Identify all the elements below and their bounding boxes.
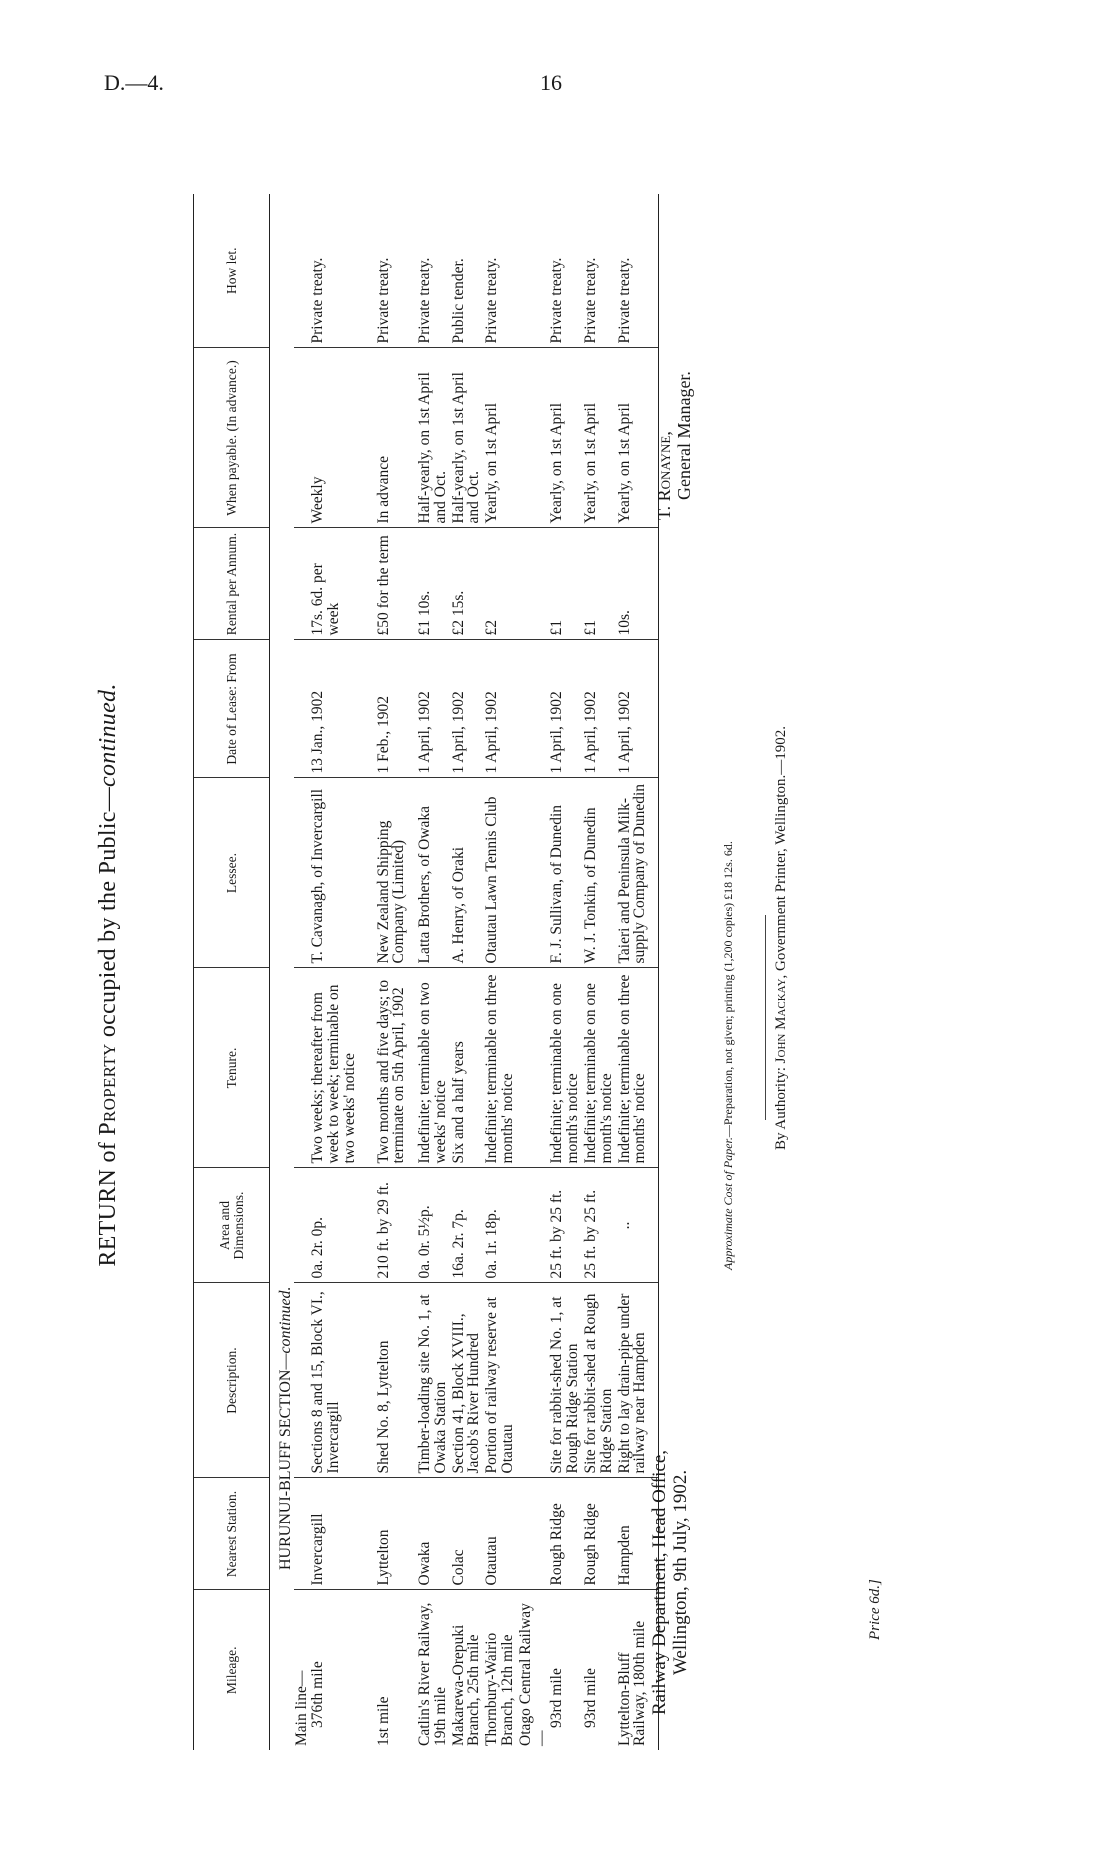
table-row <box>358 194 408 1750</box>
cell-tenure: Six and a half years <box>449 968 483 1168</box>
section-heading: HURUNUI-BLUFF SECTION—continued. <box>277 1286 294 1570</box>
cell-payable: Yearly, on 1st April <box>615 348 659 528</box>
cell-lessee: Otautau Lawn Tennis Club <box>482 778 516 968</box>
cost-note: Approximate Cost of Paper.—Preparation, not given; printing (1,200 copies) £18 12s. 6d. <box>721 841 735 1270</box>
cell-area: 0a. 2r. 0p. <box>310 1168 357 1283</box>
table-row <box>482 194 516 1750</box>
cell-description: Sections 8 and 15, Block VI., Invercargill <box>310 1283 357 1478</box>
cell-tenure: Indefinite; terminable on one month's notice <box>549 968 581 1168</box>
cell-rental <box>294 528 310 640</box>
document-reference: D.—4. <box>104 70 164 95</box>
column-header: Area and Dimensions. <box>194 1168 270 1283</box>
signer-name: T. Ronayne, <box>654 431 674 520</box>
cell-area: 0a. 1r. 18p. <box>482 1168 516 1283</box>
cell-date <box>516 640 550 778</box>
department-address <box>650 1450 692 1715</box>
cell-station: Rough Ridge <box>549 1478 581 1590</box>
cell-mileage: 93rd mile <box>548 1668 566 1728</box>
cell-payable: Yearly, on 1st April <box>549 348 581 528</box>
column-header: Mileage. <box>194 1590 270 1750</box>
cell-lessee: Latta Brothers, of Owaka <box>407 778 449 968</box>
cell-lessee: A. Henry, of Oraki <box>449 778 483 968</box>
section-heading-row <box>270 194 295 1750</box>
cell-lessee: Taieri and Peninsula Milk-supply Company of Dunedin <box>615 778 659 968</box>
cell-rental: 17s. 6d. per week <box>310 528 357 640</box>
cell-rental: £1 <box>581 528 615 640</box>
table-row <box>549 194 581 1750</box>
table-row <box>310 194 357 1750</box>
cell-how-let: Private treaty. <box>310 194 357 348</box>
column-header: Date of Lease: From <box>194 640 270 778</box>
cell-station: Rough Ridge <box>581 1478 615 1590</box>
cell-rental: £2 15s. <box>449 528 483 640</box>
cell-description: Timber-loading site No. 1, at Owaka Station <box>407 1283 449 1478</box>
cell-rental: £50 for the term <box>358 528 408 640</box>
cell-description <box>294 1283 310 1478</box>
cell-tenure: Indefinite; terminable on two weeks' notice <box>407 968 449 1168</box>
cell-description: Section 41, Block XVIII., Jacob's River Hundred <box>449 1283 483 1478</box>
cell-mileage: Otago Central Railway— <box>516 1603 550 1746</box>
signer-title: General Manager. <box>673 371 694 500</box>
cell-how-let: Private treaty. <box>407 194 449 348</box>
printer-authority: By Authority: John Mackay, Government Printer, Wellington.—1902. <box>773 725 789 1150</box>
table-row <box>407 194 449 1750</box>
cell-lessee <box>516 778 550 968</box>
column-header: Nearest Station. <box>194 1478 270 1590</box>
cell-mileage: Catlin's River Railway, 19th mile <box>416 1602 449 1746</box>
cell-area: 16a. 2r. 7p. <box>449 1168 483 1283</box>
table-header-row <box>194 194 270 1750</box>
cell-mileage: 1st mile <box>374 1696 392 1746</box>
cell-payable: Half-yearly, on 1st April and Oct. <box>449 348 483 528</box>
cell-station: Colac <box>449 1478 483 1590</box>
cell-station <box>516 1478 550 1590</box>
cell-station: Lyttelton <box>358 1478 408 1590</box>
cell-date: 1 April, 1902 <box>549 640 581 778</box>
cell-description: Shed No. 8, Lyttelton <box>358 1283 408 1478</box>
cell-how-let: Private treaty. <box>615 194 659 348</box>
cell-station <box>294 1478 310 1590</box>
cell-area: 210 ft. by 29 ft. <box>358 1168 408 1283</box>
cell-mileage: 93rd mile <box>582 1668 600 1728</box>
cell-rental: 10s. <box>615 528 659 640</box>
cell-how-let: Private treaty. <box>358 194 408 348</box>
cell-lessee: W. J. Tonkin, of Dunedin <box>581 778 615 968</box>
cell-tenure: Indefinite; terminable on three months' notice <box>615 968 659 1168</box>
column-header: Tenure. <box>194 968 270 1168</box>
column-header: How let. <box>194 194 270 348</box>
cell-payable <box>516 348 550 528</box>
column-header: Description. <box>194 1283 270 1478</box>
cell-payable: Yearly, on 1st April <box>581 348 615 528</box>
cell-date: 13 Jan., 1902 <box>310 640 357 778</box>
cell-rental: £2 <box>482 528 516 640</box>
cell-area <box>516 1168 550 1283</box>
cell-date: 1 April, 1902 <box>482 640 516 778</box>
cell-tenure: Indefinite; terminable on three months' notice <box>482 968 516 1168</box>
property-table <box>193 194 659 1750</box>
cell-how-let: Private treaty. <box>482 194 516 348</box>
divider <box>765 915 766 1120</box>
table-row <box>294 194 310 1750</box>
cell-lessee: New Zealand Shipping Company (Limited) <box>358 778 408 968</box>
cell-how-let: Public tender. <box>449 194 483 348</box>
table-row <box>581 194 615 1750</box>
cell-rental: £1 10s. <box>407 528 449 640</box>
cell-how-let: Private treaty. <box>581 194 615 348</box>
cell-rental <box>516 528 550 640</box>
cell-station: Hampden <box>615 1478 659 1590</box>
cell-lessee: T. Cavanagh, of Invercargill <box>310 778 357 968</box>
cell-mileage: Main line— <box>293 1670 311 1746</box>
cell-date: 1 April, 1902 <box>615 640 659 778</box>
cell-lessee <box>294 778 310 968</box>
cell-description: Site for rabbit-shed No. 1, at Rough Ridge Station <box>549 1283 581 1478</box>
cell-tenure: Two weeks; thereafter from week to week; terminable on two weeks' notice <box>310 968 357 1168</box>
cell-how-let <box>516 194 550 348</box>
table-row <box>449 194 483 1750</box>
cell-rental: £1 <box>549 528 581 640</box>
cell-area: 25 ft. by 25 ft. <box>549 1168 581 1283</box>
cell-description: Right to lay drain-pipe under railway near Hampden <box>615 1283 659 1478</box>
cell-date: 1 Feb., 1902 <box>358 640 408 778</box>
cell-tenure: Two months and five days; to terminate on 5th April, 1902 <box>358 968 408 1168</box>
cell-station: Invercargill <box>310 1478 357 1590</box>
cell-tenure <box>516 968 550 1168</box>
column-header: Lessee. <box>194 778 270 968</box>
cell-mileage: Thornbury-Wairio Branch, 12th mile <box>483 1632 517 1746</box>
page-number: 16 <box>540 70 562 95</box>
cell-payable: In advance <box>358 348 408 528</box>
cell-area: 0a. 0r. 5½p. <box>407 1168 449 1283</box>
page-title: RETURN of Property occupied by the Public—continued. <box>95 683 121 1267</box>
rotated-page-content <box>85 30 985 1750</box>
cell-tenure <box>294 968 310 1168</box>
cell-date: 1 April, 1902 <box>581 640 615 778</box>
cell-payable <box>294 348 310 528</box>
cell-date: 1 April, 1902 <box>407 640 449 778</box>
cell-payable: Weekly <box>310 348 357 528</box>
cell-how-let: Private treaty. <box>549 194 581 348</box>
department-line: Railway Department, Head Office, <box>649 1449 670 1715</box>
cell-description: Portion of railway reserve at Otautau <box>482 1283 516 1478</box>
cell-description: Site for rabbit-shed at Rough Ridge Station <box>581 1283 615 1478</box>
cell-mileage: 376th mile <box>309 1661 327 1728</box>
cell-description <box>516 1283 550 1478</box>
cell-date: 1 April, 1902 <box>449 640 483 778</box>
cell-how-let <box>294 194 310 348</box>
column-header: When payable. (In advance.) <box>194 348 270 528</box>
cell-payable: Yearly, on 1st April <box>482 348 516 528</box>
cell-mileage: Makarewa-Orepuki Branch, 25th mile <box>449 1624 483 1746</box>
cell-lessee: F. J. Sullivan, of Dunedin <box>549 778 581 968</box>
cell-payable: Half-yearly, on 1st April and Oct. <box>407 348 449 528</box>
cell-mileage: Lyttelton-Bluff Railway, 180th mile <box>615 1590 659 1750</box>
cell-station: Owaka <box>407 1478 449 1590</box>
department-date-line: Wellington, 9th July, 1902. <box>669 1469 691 1675</box>
table-row <box>516 194 550 1750</box>
cell-area <box>294 1168 310 1283</box>
signature-block <box>655 371 695 520</box>
column-header: Rental per Annum. <box>194 528 270 640</box>
cell-area: 25 ft. by 25 ft. <box>581 1168 615 1283</box>
cell-date <box>294 640 310 778</box>
price: Price 6d.] <box>867 1579 883 1640</box>
cell-station: Otautau <box>482 1478 516 1590</box>
cell-tenure: Indefinite; terminable on one month's notice <box>581 968 615 1168</box>
cell-area: .. <box>615 1168 659 1283</box>
